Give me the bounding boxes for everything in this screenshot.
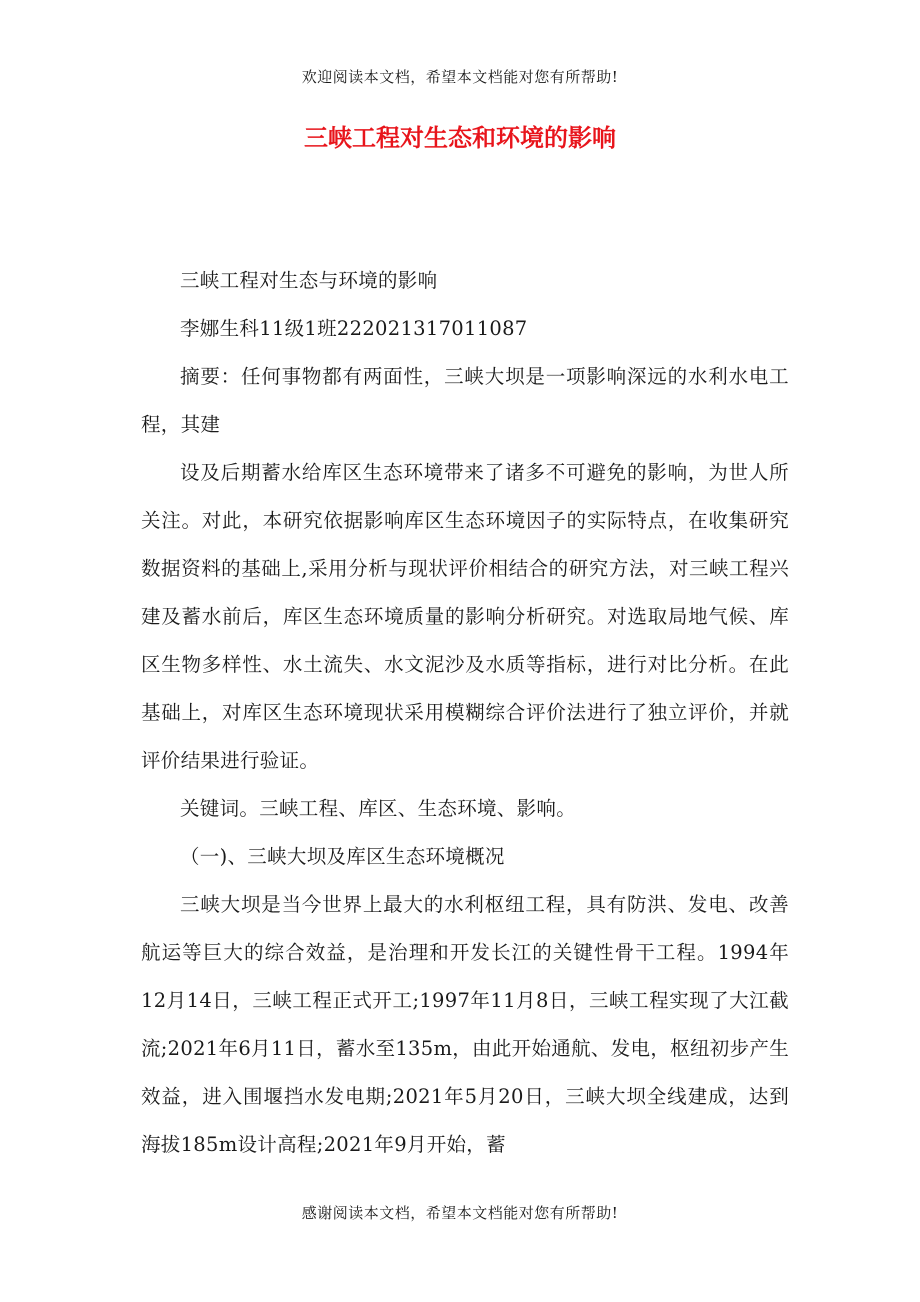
paragraph-overview: 三峡大坝是当今世界上最大的水利枢纽工程，具有防洪、发电、改善航运等巨大的综合效益，是治理和开发长江的关键性骨干工程。1994年12月14日，三峡工程正式开工;1997年11月8日，三峡工程实现了大江截流;2021年6月11日，蓄水至135m，由此开始通航、发电，枢纽初步产生效益，进入围堰挡水发电期;2021年5月20日，三峡大坝全线建成，达到海拔185m设计高程;2021年9月开始，蓄 <box>141 893 789 1156</box>
document-body <box>141 257 789 1169</box>
footer-note: 感谢阅读本文档，希望本文档能对您有所帮助! <box>301 1204 619 1222</box>
section-heading: （一)、三峡大坝及库区生态环境概况 <box>180 845 505 868</box>
paragraph-abstract-start: 摘要：任何事物都有两面性，三峡大坝是一项影响深远的水利水电工程，其建 <box>141 365 789 436</box>
paragraph-keywords: 关键词。三峡工程、库区、生态环境、影响。 <box>180 797 577 820</box>
paragraph-author: 李娜生科11级1班222021317011087 <box>180 317 528 340</box>
document-title: 三峡工程对生态和环境的影响 <box>304 123 616 152</box>
header-note: 欢迎阅读本文档，希望本文档能对您有所帮助! <box>301 68 619 86</box>
paragraph-abstract-body: 设及后期蓄水给库区生态环境带来了诸多不可避免的影响，为世人所关注。对此，本研究依据影响库区生态环境因子的实际特点，在收集研究数据资料的基础上,采用分析与现状评价相结合的研究方法，对三峡工程兴建及蓄水前后，库区生态环境质量的影响分析研究。对选取局地气候、库区生物多样性、水土流失、水文泥沙及水质等指标，进行对比分析。在此基础上，对库区生态环境现状采用模糊综合评价法进行了独立评价，并就评价结果进行验证。 <box>141 461 789 772</box>
paragraph-subtitle: 三峡工程对生态与环境的影响 <box>180 269 438 292</box>
